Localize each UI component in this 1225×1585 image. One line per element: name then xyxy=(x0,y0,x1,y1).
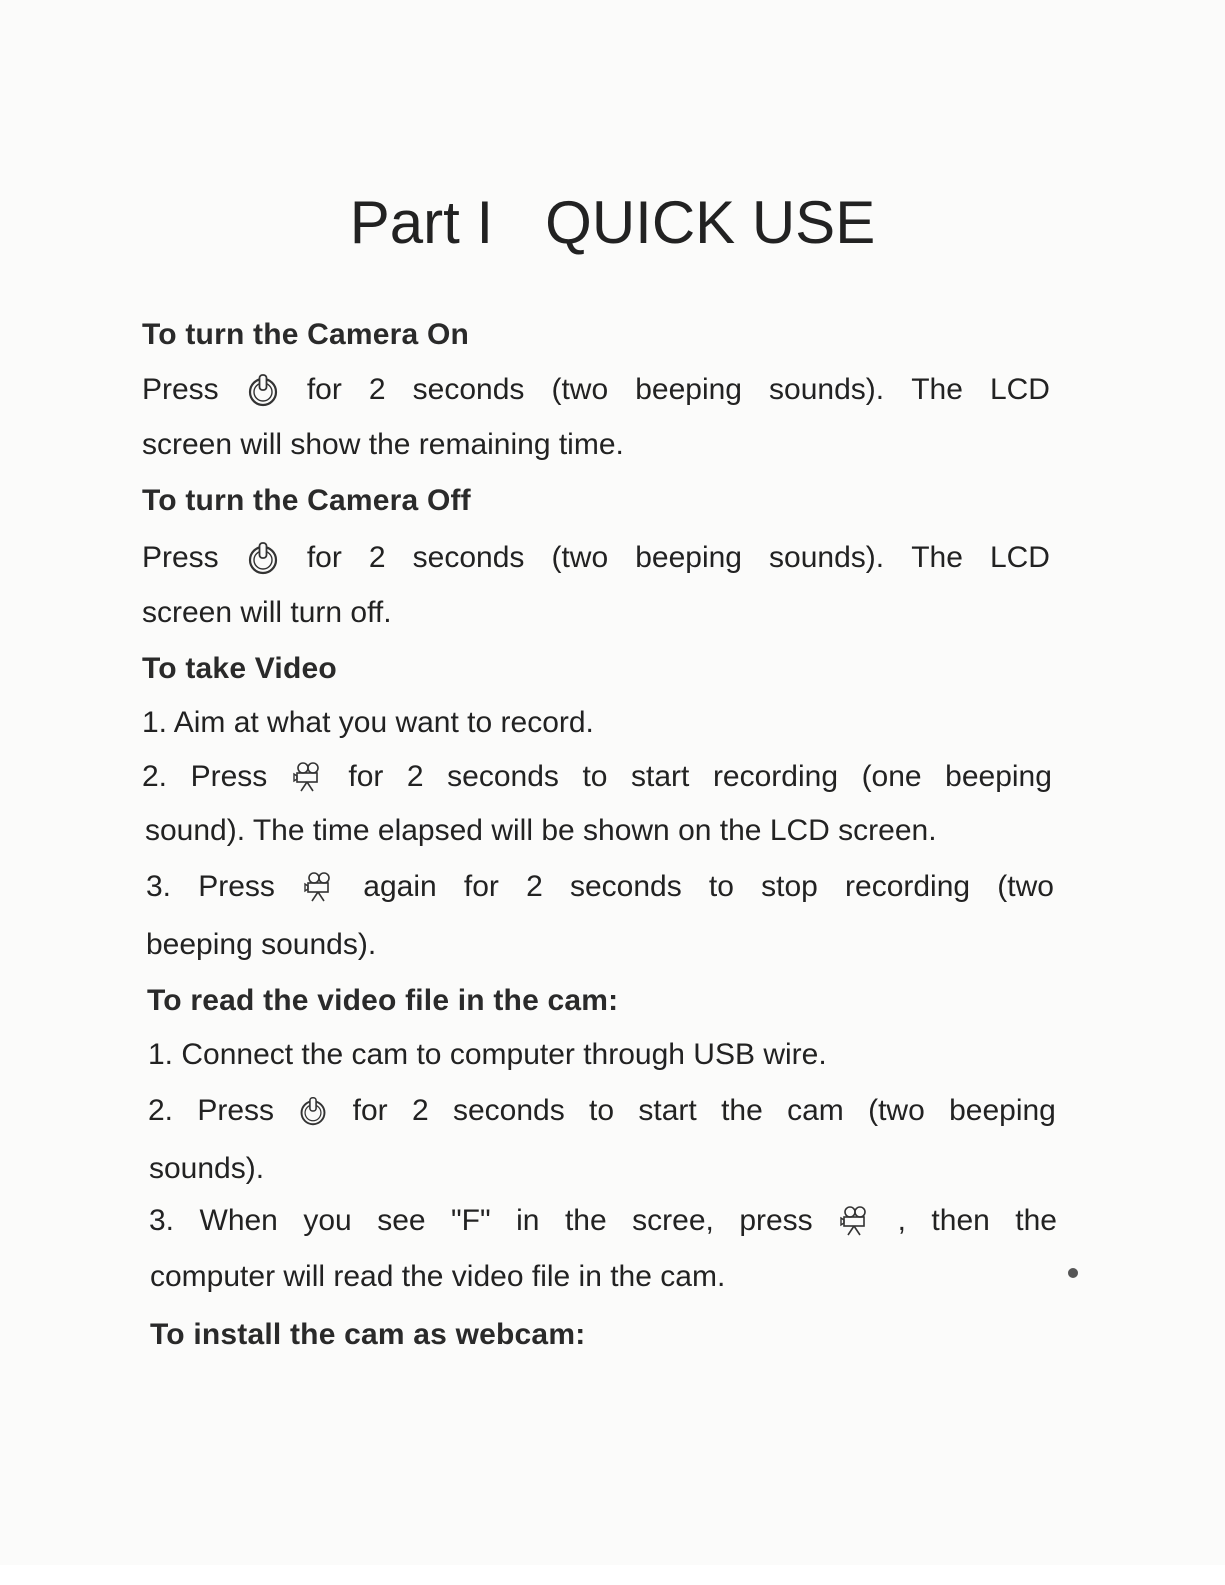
heading-read-video: To read the video file in the cam: xyxy=(147,984,619,1017)
turn-off-line-1: Press for 2 seconds (two beeping sounds). The LCD xyxy=(142,541,1050,574)
video-camera-icon xyxy=(302,871,336,903)
video-step-3-line-2: beeping sounds). xyxy=(146,928,377,961)
page-title xyxy=(0,188,1225,257)
read-step-3-line-1: 3. When you see "F" in the scree, press , then the xyxy=(149,1204,1057,1237)
video-camera-icon xyxy=(291,761,325,793)
turn-on-line-2: screen will show the remaining time. xyxy=(142,428,624,461)
title-name: QUICK USE xyxy=(545,189,876,256)
power-icon xyxy=(298,1095,328,1127)
turn-on-line-1: Press for 2 seconds (two beeping sounds). The LCD xyxy=(142,373,1050,406)
turn-off-line-2: screen will turn off. xyxy=(142,596,392,629)
video-camera-icon xyxy=(838,1205,872,1237)
heading-take-video: To take Video xyxy=(142,652,337,685)
scan-bottom-edge xyxy=(0,1565,1225,1585)
scan-speck xyxy=(1068,1268,1078,1278)
heading-turn-on: To turn the Camera On xyxy=(142,318,470,351)
read-step-3-line-2: computer will read the video file in the cam. xyxy=(150,1260,726,1293)
heading-turn-off: To turn the Camera Off xyxy=(142,484,471,517)
power-icon xyxy=(246,540,280,576)
video-step-2-line-2: sound). The time elapsed will be shown on the LCD screen. xyxy=(145,814,937,847)
video-step-2-line-1: 2. Press for 2 seconds to start recording (one beeping xyxy=(142,760,1052,793)
power-icon xyxy=(246,372,280,408)
read-step-2-line-2: sounds). xyxy=(149,1152,265,1185)
video-step-1: 1. Aim at what you want to record. xyxy=(142,706,594,739)
read-step-2-line-1: 2. Press for 2 seconds to start the cam (two beeping xyxy=(148,1094,1056,1127)
video-step-3-line-1: 3. Press again for 2 seconds to stop recording (two xyxy=(146,870,1054,903)
read-step-1: 1. Connect the cam to computer through USB wire. xyxy=(148,1038,827,1071)
heading-install-webcam: To install the cam as webcam: xyxy=(150,1318,586,1351)
title-part: Part I xyxy=(349,189,494,256)
